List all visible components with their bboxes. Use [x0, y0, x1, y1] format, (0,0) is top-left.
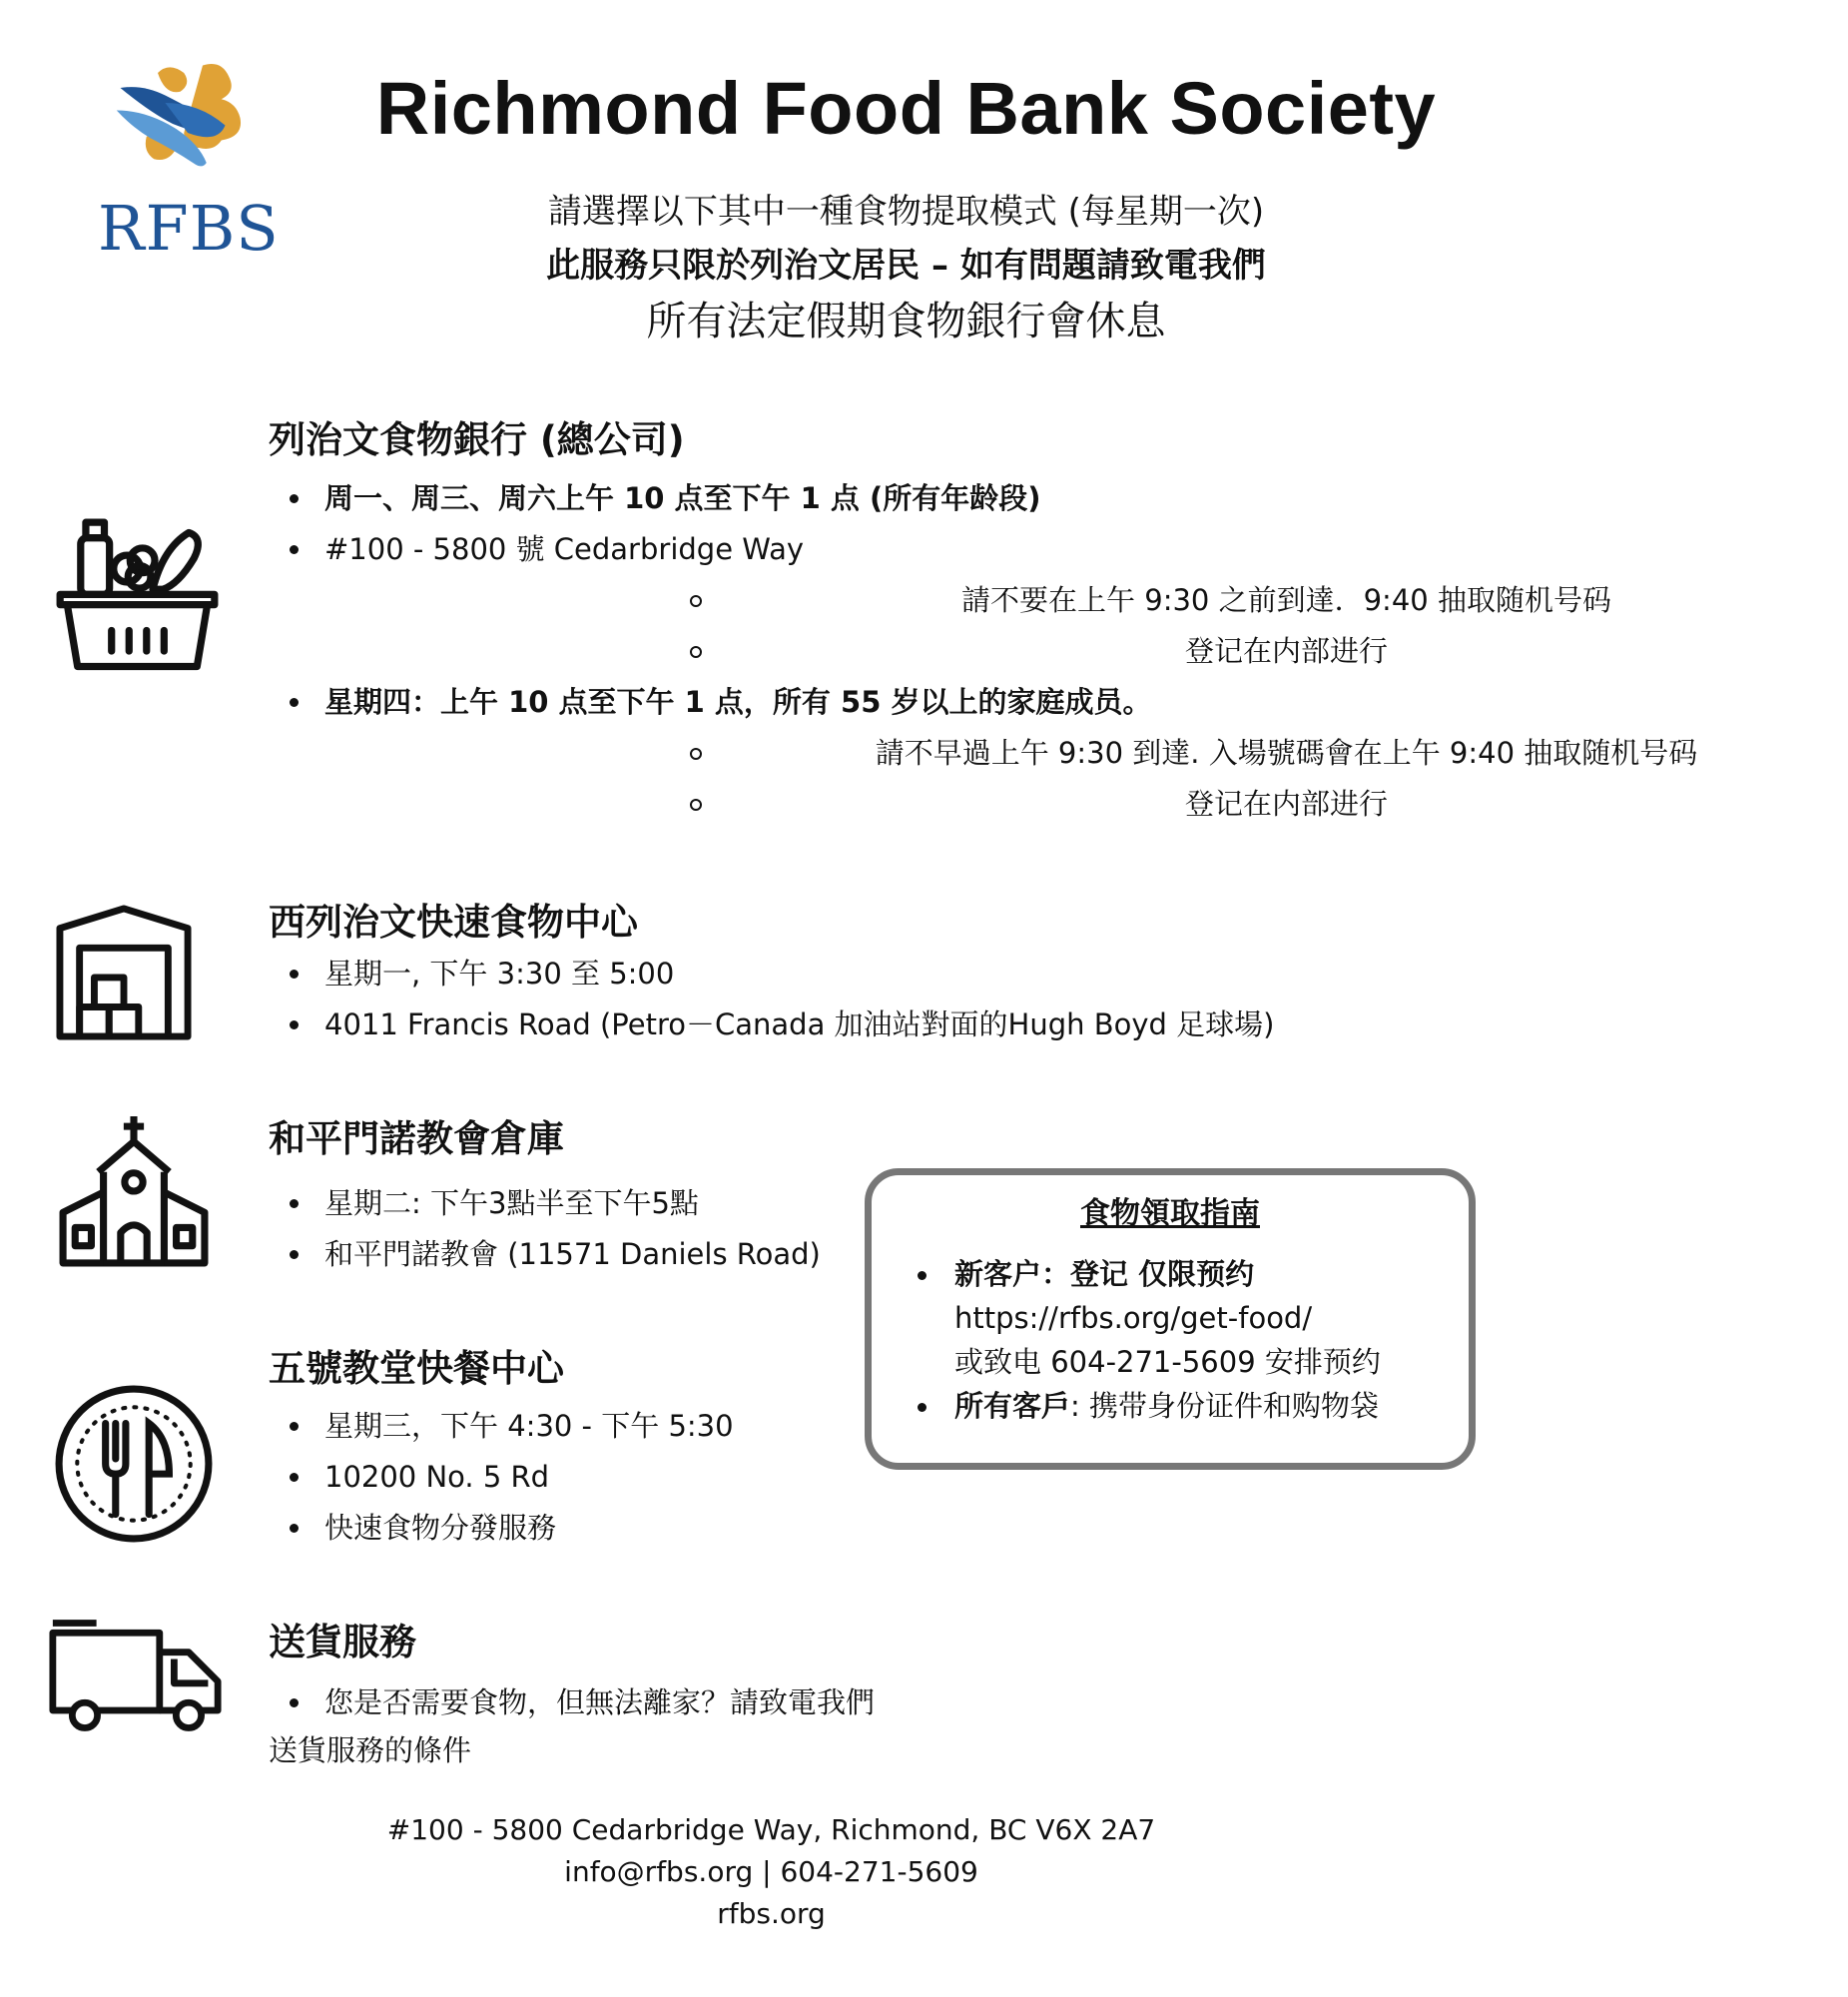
west-richmond-list	[269, 949, 1275, 1050]
footer-address: #100 - 5800 Cedarbridge Way, Richmond, BC V6X 2A7	[386, 1813, 1156, 1846]
section-title-delivery: 送貨服務	[269, 1621, 416, 1664]
list-item: 您是否需要食物，但無法離家？請致電我們	[269, 1677, 875, 1728]
guide-new-client: 新客户：登记 仅限预约	[897, 1252, 1381, 1296]
grocery-basket-icon	[55, 517, 220, 682]
rfbs-logo-graphic	[88, 58, 288, 208]
page-title: Richmond Food Bank Society	[375, 67, 1437, 150]
list-item: 10200 No. 5 Rd	[269, 1452, 734, 1503]
section-title-west-richmond: 西列治文快速食物中心	[269, 901, 638, 944]
mennonite-list	[269, 1178, 821, 1280]
list-item: 星期三，下午 4:30 - 下午 5:30	[269, 1401, 734, 1452]
delivery-conditions: 送貨服務的條件	[269, 1733, 472, 1767]
list-item: 周一、周三、周六上午 10 点至下午 1 点 (所有年龄段)	[269, 473, 1504, 524]
section-title-mennonite: 和平門諾教會倉庫	[269, 1117, 564, 1160]
footer-contact[interactable]: info@rfbs.org | 604-271-5609	[564, 1855, 978, 1888]
list-item: 星期二: 下午3點半至下午5點	[269, 1178, 821, 1229]
guide-all-text: : 携带身份证件和购物袋	[1070, 1389, 1380, 1423]
list-item: 4011 Francis Road (Petro－Canada 加油站對面的Hugh Boyd 足球場)	[269, 999, 1275, 1050]
footer-website[interactable]: rfbs.org	[717, 1897, 826, 1930]
plate-cutlery-icon	[53, 1383, 215, 1545]
guide-all-clients	[897, 1384, 1381, 1428]
church-icon	[58, 1116, 210, 1268]
guide-all-label: 所有客戶	[954, 1389, 1071, 1423]
subtitle-residents-only: 此服務只限於列治文居民 – 如有問題請致電我們	[546, 246, 1266, 286]
list-item: #100 - 5800 號 Cedarbridge Way	[269, 524, 1504, 575]
logo-text: RFBS	[98, 192, 280, 265]
guide-title: 食物領取指南	[1080, 1196, 1260, 1231]
main-bank-list	[269, 473, 1698, 830]
delivery-list	[269, 1677, 875, 1728]
list-item: 星期四：上午 10 点至下午 1 点，所有 55 岁以上的家庭成员。	[269, 677, 1504, 728]
list-item: 快速食物分發服務	[269, 1503, 734, 1554]
list-item: 登记在内部进行	[613, 626, 1848, 677]
no5-list	[269, 1401, 734, 1554]
subtitle-holiday-closed: 所有法定假期食物銀行會休息	[646, 299, 1166, 344]
section-title-main-bank: 列治文食物銀行 (總公司)	[269, 418, 685, 461]
list-item: 請不早過上午 9:30 到達. 入場號碼會在上午 9:40 抽取随机号码	[613, 728, 1848, 779]
list-item: 請不要在上午 9:30 之前到達．9:40 抽取随机号码	[613, 575, 1848, 626]
list-item: 星期一, 下午 3:30 至 5:00	[269, 949, 1275, 999]
subtitle-pickup-mode: 請選擇以下其中一種食物提取模式 (每星期一次)	[547, 192, 1265, 232]
section-title-no5: 五號教堂快餐中心	[269, 1347, 564, 1390]
guide-url-link[interactable]: https://rfbs.org/get-food/	[954, 1301, 1313, 1335]
guide-phone: 或致电 604-271-5609 安排预约	[954, 1345, 1381, 1379]
delivery-truck-icon	[48, 1618, 223, 1735]
list-item: 和平門諾教會 (11571 Daniels Road)	[269, 1229, 821, 1280]
guide-list	[897, 1252, 1381, 1428]
warehouse-icon	[55, 904, 193, 1041]
list-item: 登记在内部进行	[613, 779, 1848, 830]
